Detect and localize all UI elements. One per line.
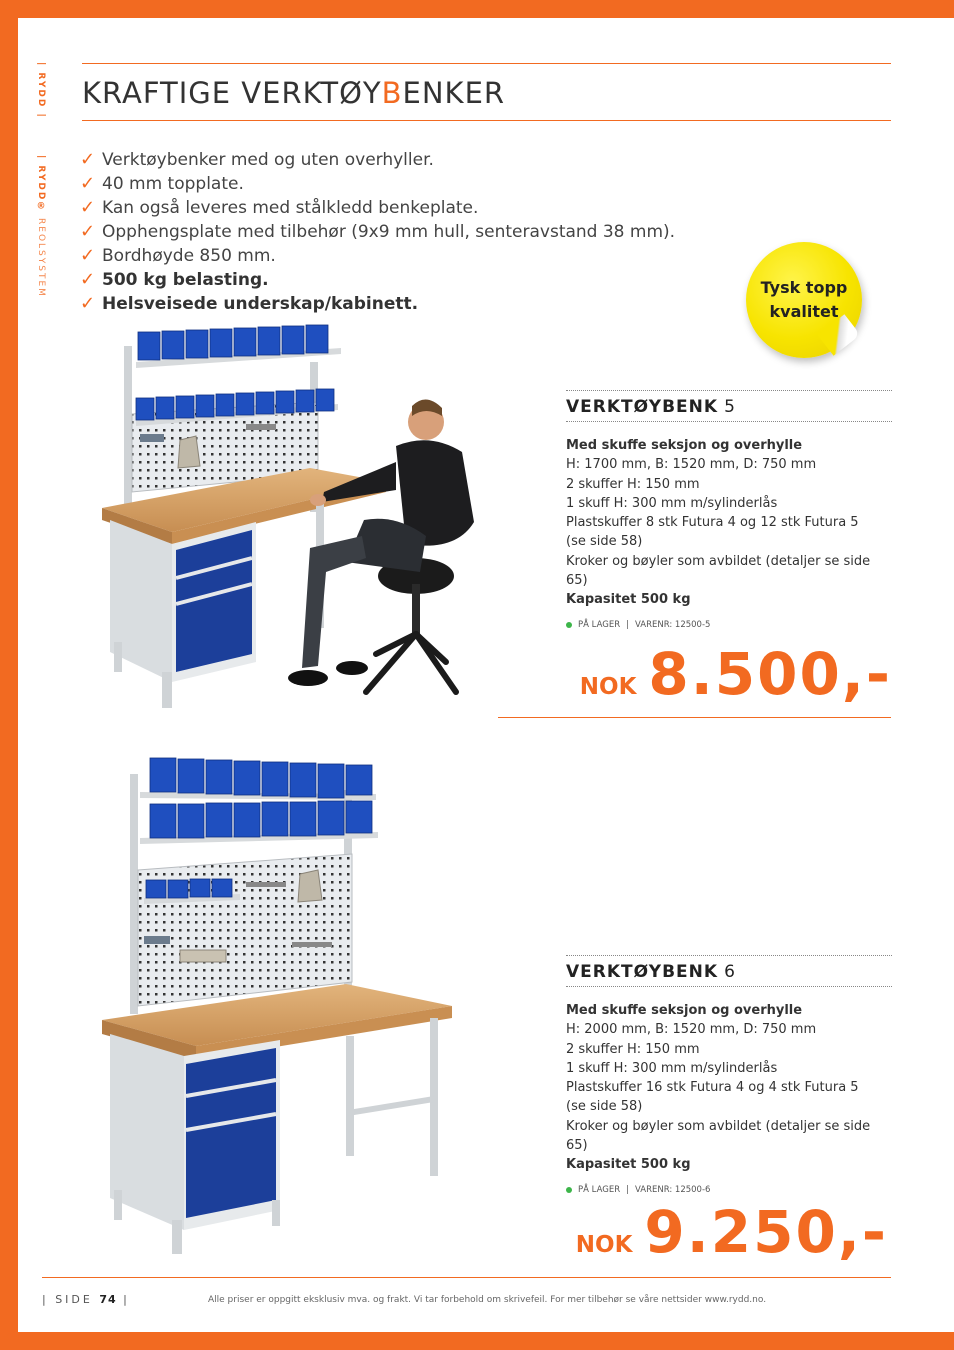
feature-item: ✓ Bordhøyde 850 mm. xyxy=(80,245,276,266)
article-number: VARENR: 12500-5 xyxy=(634,619,711,630)
price-5: NOK 8.500,- xyxy=(579,640,892,708)
product-specs xyxy=(566,1001,892,1175)
workbench-5-image xyxy=(96,322,486,714)
feature-item: ✓ Opphengsplate med tilbehør (9x9 mm hull, senteravstand 38 mm). xyxy=(80,221,676,242)
spec-line: H: 1700 mm, B: 1520 mm, D: 750 mm xyxy=(566,457,817,473)
product-title: VERKTØYBENK 6 xyxy=(566,962,736,982)
side-tab-category: | RYDD® REOLSYSTEM xyxy=(36,155,46,299)
in-stock-dot-icon xyxy=(566,1187,572,1193)
check-icon: ✓ xyxy=(80,197,96,218)
product-subtitle: Med skuffe seksjon og overhylle xyxy=(566,1003,803,1018)
price-6: NOK 9.250,- xyxy=(575,1198,888,1266)
product-divider xyxy=(566,421,892,422)
feature-item: ✓ 40 mm topplate. xyxy=(80,173,244,194)
check-icon: ✓ xyxy=(80,221,96,242)
spec-line: Plastskuffer 8 stk Futura 4 og 12 stk Futura 5 xyxy=(566,515,859,531)
spec-line: 1 skuff H: 300 mm m/sylinderlås xyxy=(566,1060,778,1076)
check-icon: ✓ xyxy=(80,293,96,314)
product-title: VERKTØYBENK 5 xyxy=(566,397,736,417)
stock-status: PÅ LAGER | VARENR: 12500-6 xyxy=(566,1185,892,1195)
header-rule-bottom xyxy=(82,120,891,121)
spec-line: Kroker og bøyler som avbildet (detaljer se side 65) xyxy=(566,1118,871,1154)
capacity: Kapasitet 500 kg xyxy=(566,1157,691,1173)
spec-line: Plastskuffer 16 stk Futura 4 og 4 stk Futura 5 xyxy=(566,1080,859,1096)
footer-note: Alle priser er oppgitt eksklusiv mva. og frakt. Vi tar forbehold om skrivefeil. For mer tilbehør se våre nettsider www.rydd.no. xyxy=(208,1295,767,1305)
check-icon: ✓ xyxy=(80,245,96,266)
footer-rule xyxy=(42,1277,891,1278)
product-subtitle: Med skuffe seksjon og overhylle xyxy=(566,438,803,453)
check-icon: ✓ xyxy=(80,149,96,170)
feature-list xyxy=(80,148,675,316)
price-rule-5 xyxy=(498,717,891,718)
spec-line: 2 skuffer H: 150 mm xyxy=(566,1041,700,1057)
check-icon: ✓ xyxy=(80,269,96,290)
feature-item: ✓ Helsveisede underskap/kabinett. xyxy=(80,293,419,314)
feature-item: ✓ Kan også leveres med stålkledd benkeplate. xyxy=(80,197,479,218)
capacity: Kapasitet 500 kg xyxy=(566,592,691,608)
in-stock-dot-icon xyxy=(566,622,572,628)
stock-status: PÅ LAGER | VARENR: 12500-5 xyxy=(566,620,892,630)
spec-line: H: 2000 mm, B: 1520 mm, D: 750 mm xyxy=(566,1022,817,1038)
side-tab-brand: | RYDD | xyxy=(36,62,46,119)
spec-line: (se side 58) xyxy=(566,534,643,550)
product-card-5 xyxy=(566,390,892,630)
feature-item: ✓ Verktøybenker med og uten overhyller. xyxy=(80,149,434,170)
spec-line: (se side 58) xyxy=(566,1099,643,1115)
spec-line: Kroker og bøyler som avbildet (detaljer se side 65) xyxy=(566,553,871,589)
workbench-6-image xyxy=(96,750,466,1260)
quality-badge: Tysk topp kvalitet xyxy=(746,242,862,358)
feature-item: ✓ 500 kg belasting. xyxy=(80,269,269,290)
page-title: KRAFTIGE VERKTØYBENKER xyxy=(82,76,506,110)
spec-line: 1 skuff H: 300 mm m/sylinderlås xyxy=(566,495,778,511)
check-icon: ✓ xyxy=(80,173,96,194)
article-number: VARENR: 12500-6 xyxy=(634,1184,711,1195)
product-specs xyxy=(566,436,892,610)
page-number: 74 xyxy=(99,1293,117,1306)
product-card-6 xyxy=(566,955,892,1195)
page-footer: | SIDE 74 | xyxy=(42,1293,130,1306)
header-rule-top xyxy=(82,63,891,64)
spec-line: 2 skuffer H: 150 mm xyxy=(566,476,700,492)
product-divider xyxy=(566,986,892,987)
